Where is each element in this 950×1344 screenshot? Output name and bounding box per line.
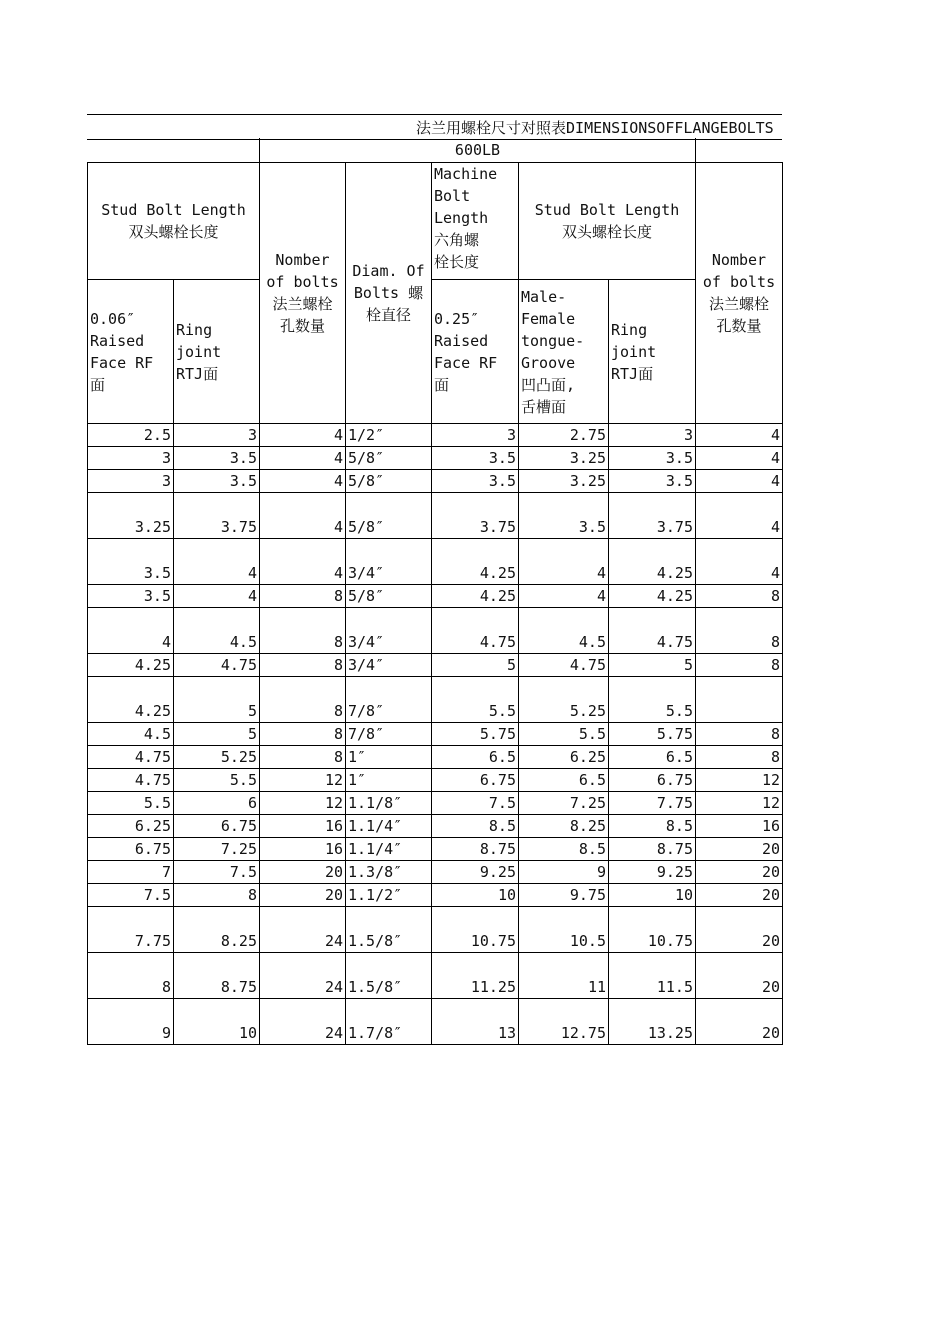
stud-bolt-length-600-header: Stud Bolt Length 双头螺栓长度: [519, 163, 696, 280]
number-of-bolts-600-cell: 12: [696, 792, 783, 815]
machine-bolt-length-cell: 10: [432, 884, 519, 907]
number-of-bolts-600-cell: 8: [696, 608, 783, 654]
male-female-cell: 5.25: [519, 677, 609, 723]
ring-joint-600-cell: 4.25: [609, 585, 696, 608]
number-of-bolts-600-cell: 8: [696, 746, 783, 769]
bolt-diameter-header: Diam. Of Bolts 螺 栓直径: [346, 163, 432, 424]
bolt-diameter-cell: 1.7/8″: [346, 999, 432, 1045]
number-of-bolts-cell: 24: [260, 953, 346, 999]
raised-face-cell: 7: [88, 861, 174, 884]
table-row: [88, 746, 783, 769]
machine-bolt-length-cell: 6.75: [432, 769, 519, 792]
male-female-cell: 12.75: [519, 999, 609, 1045]
ring-joint-600-cell: 8.5: [609, 815, 696, 838]
table-row: [88, 769, 783, 792]
number-of-bolts-600-cell: 4: [696, 447, 783, 470]
number-of-bolts-600-cell: 20: [696, 907, 783, 953]
number-of-bolts-cell: 4: [260, 493, 346, 539]
ring-joint-cell: 4.75: [174, 654, 260, 677]
number-of-bolts-cell: 4: [260, 447, 346, 470]
bolt-diameter-cell: 5/8″: [346, 470, 432, 493]
ring-joint-600-cell: 9.25: [609, 861, 696, 884]
raised-face-006-header: 0.06″ Raised Face RF 面: [88, 280, 174, 424]
number-of-bolts-600-header: Nomber of bolts 法兰螺栓 孔数量: [696, 163, 783, 424]
machine-bolt-length-cell: 7.5: [432, 792, 519, 815]
number-of-bolts-600-cell: 4: [696, 493, 783, 539]
raised-face-cell: 3: [88, 447, 174, 470]
machine-bolt-length-cell: 4.25: [432, 539, 519, 585]
raised-face-cell: 7.75: [88, 907, 174, 953]
raised-face-cell: 6.75: [88, 838, 174, 861]
bolt-diameter-cell: 3/4″: [346, 608, 432, 654]
number-of-bolts-600-cell: 4: [696, 539, 783, 585]
machine-bolt-length-cell: 8.5: [432, 815, 519, 838]
bolt-diameter-cell: 7/8″: [346, 723, 432, 746]
bolt-diameter-cell: 1.1/4″: [346, 815, 432, 838]
male-female-cell: 9.75: [519, 884, 609, 907]
raised-face-cell: 2.5: [88, 424, 174, 447]
male-female-cell: 4: [519, 539, 609, 585]
ring-joint-cell: 7.25: [174, 838, 260, 861]
number-of-bolts-600-cell: 4: [696, 424, 783, 447]
raised-face-cell: 4.5: [88, 723, 174, 746]
raised-face-cell: 9: [88, 999, 174, 1045]
male-female-cell: 6.5: [519, 769, 609, 792]
number-of-bolts-600-cell: 8: [696, 723, 783, 746]
table-row: [88, 907, 783, 953]
machine-bolt-length-cell: 4.25: [432, 585, 519, 608]
raised-face-cell: 4.25: [88, 654, 174, 677]
ring-joint-600-cell: 3: [609, 424, 696, 447]
number-of-bolts-cell: 4: [260, 470, 346, 493]
ring-joint-cell: 5: [174, 723, 260, 746]
machine-bolt-length-cell: 5.75: [432, 723, 519, 746]
number-of-bolts-cell: 4: [260, 539, 346, 585]
ring-joint-cell: 10: [174, 999, 260, 1045]
number-of-bolts-cell: 16: [260, 815, 346, 838]
male-female-cell: 11: [519, 953, 609, 999]
male-female-cell: 3.25: [519, 447, 609, 470]
male-female-cell: 6.25: [519, 746, 609, 769]
ring-joint-600-cell: 4.25: [609, 539, 696, 585]
page-title: 法兰用螺栓尺寸对照表DIMENSIONSOFFLANGEBOLTS: [416, 119, 774, 137]
bolt-diameter-cell: 5/8″: [346, 447, 432, 470]
class-next-cell: [695, 138, 782, 163]
table-row: [88, 677, 783, 723]
machine-bolt-length-cell: 11.25: [432, 953, 519, 999]
number-of-bolts-cell: 8: [260, 585, 346, 608]
title-row: [87, 114, 782, 140]
machine-bolt-length-cell: 13: [432, 999, 519, 1045]
ring-joint-header: Ring joint RTJ面: [174, 280, 260, 424]
pressure-class-600lb: 600LB: [259, 138, 696, 163]
ring-joint-cell: 3.75: [174, 493, 260, 539]
bolt-table: [87, 162, 783, 1045]
table-row: [88, 608, 783, 654]
ring-joint-cell: 5.25: [174, 746, 260, 769]
bolt-diameter-cell: 1/2″: [346, 424, 432, 447]
ring-joint-cell: 3.5: [174, 447, 260, 470]
male-female-header: Male- Female tongue- Groove 凹凸面, 舌槽面: [519, 280, 609, 424]
bolt-diameter-cell: 1.1/2″: [346, 884, 432, 907]
ring-joint-600-cell: 7.75: [609, 792, 696, 815]
number-of-bolts-600-cell: 12: [696, 769, 783, 792]
number-of-bolts-cell: 4: [260, 424, 346, 447]
male-female-cell: 3.5: [519, 493, 609, 539]
bolt-diameter-cell: 1″: [346, 769, 432, 792]
bolt-diameter-cell: 1″: [346, 746, 432, 769]
number-of-bolts-600-cell: 8: [696, 654, 783, 677]
machine-bolt-length-cell: 5: [432, 654, 519, 677]
ring-joint-cell: 4: [174, 539, 260, 585]
ring-joint-600-cell: 4.75: [609, 608, 696, 654]
raised-face-cell: 3.5: [88, 585, 174, 608]
machine-bolt-length-header: Machine Bolt Length 六角螺 栓长度: [432, 163, 519, 280]
raised-face-cell: 5.5: [88, 792, 174, 815]
number-of-bolts-cell: 24: [260, 907, 346, 953]
table-row: [88, 470, 783, 493]
male-female-cell: 4: [519, 585, 609, 608]
table-row: [88, 539, 783, 585]
raised-face-025-header: 0.25″ Raised Face RF 面: [432, 280, 519, 424]
male-female-cell: 8.5: [519, 838, 609, 861]
table-row: [88, 447, 783, 470]
ring-joint-600-header: Ring joint RTJ面: [609, 280, 696, 424]
ring-joint-cell: 3: [174, 424, 260, 447]
class-blank-cell: [87, 138, 259, 163]
ring-joint-cell: 6: [174, 792, 260, 815]
bolt-diameter-cell: 7/8″: [346, 677, 432, 723]
machine-bolt-length-cell: 5.5: [432, 677, 519, 723]
bolt-diameter-cell: 1.1/4″: [346, 838, 432, 861]
number-of-bolts-cell: 8: [260, 746, 346, 769]
number-of-bolts-header: Nomber of bolts 法兰螺栓 孔数量: [260, 163, 346, 424]
table-row: [88, 953, 783, 999]
number-of-bolts-cell: 8: [260, 608, 346, 654]
machine-bolt-length-cell: 4.75: [432, 608, 519, 654]
stud-bolt-length-header: Stud Bolt Length 双头螺栓长度: [88, 163, 260, 280]
table-row: [88, 861, 783, 884]
ring-joint-cell: 5.5: [174, 769, 260, 792]
table-row: [88, 723, 783, 746]
table-row: [88, 585, 783, 608]
raised-face-cell: 4.25: [88, 677, 174, 723]
bolt-diameter-cell: 1.1/8″: [346, 792, 432, 815]
number-of-bolts-600-cell: 20: [696, 838, 783, 861]
machine-bolt-length-cell: 10.75: [432, 907, 519, 953]
machine-bolt-length-cell: 3.75: [432, 493, 519, 539]
ring-joint-600-cell: 3.5: [609, 447, 696, 470]
machine-bolt-length-cell: 3.5: [432, 447, 519, 470]
ring-joint-600-cell: 10: [609, 884, 696, 907]
bolt-table-body: [88, 424, 783, 1045]
raised-face-cell: 3: [88, 470, 174, 493]
ring-joint-cell: 7.5: [174, 861, 260, 884]
raised-face-cell: 4.75: [88, 769, 174, 792]
number-of-bolts-600-cell: 20: [696, 953, 783, 999]
pressure-class-row: [87, 138, 782, 162]
ring-joint-cell: 8: [174, 884, 260, 907]
machine-bolt-length-cell: 6.5: [432, 746, 519, 769]
ring-joint-600-cell: 13.25: [609, 999, 696, 1045]
number-of-bolts-600-cell: 20: [696, 861, 783, 884]
male-female-cell: 3.25: [519, 470, 609, 493]
number-of-bolts-cell: 12: [260, 792, 346, 815]
ring-joint-600-cell: 3.75: [609, 493, 696, 539]
machine-bolt-length-cell: 8.75: [432, 838, 519, 861]
male-female-cell: 9: [519, 861, 609, 884]
raised-face-cell: 4.75: [88, 746, 174, 769]
number-of-bolts-600-cell: [696, 677, 783, 723]
table-row: [88, 999, 783, 1045]
ring-joint-600-cell: 3.5: [609, 470, 696, 493]
ring-joint-600-cell: 11.5: [609, 953, 696, 999]
machine-bolt-length-cell: 3.5: [432, 470, 519, 493]
ring-joint-cell: 4.5: [174, 608, 260, 654]
bolt-diameter-cell: 1.5/8″: [346, 953, 432, 999]
ring-joint-600-cell: 10.75: [609, 907, 696, 953]
table-row: [88, 424, 783, 447]
number-of-bolts-600-cell: 20: [696, 999, 783, 1045]
ring-joint-600-cell: 6.75: [609, 769, 696, 792]
table-row: [88, 493, 783, 539]
bolt-diameter-cell: 5/8″: [346, 493, 432, 539]
ring-joint-600-cell: 6.5: [609, 746, 696, 769]
number-of-bolts-cell: 24: [260, 999, 346, 1045]
number-of-bolts-cell: 20: [260, 884, 346, 907]
ring-joint-cell: 8.25: [174, 907, 260, 953]
number-of-bolts-600-cell: 16: [696, 815, 783, 838]
ring-joint-600-cell: 5: [609, 654, 696, 677]
machine-bolt-length-cell: 9.25: [432, 861, 519, 884]
male-female-cell: 5.5: [519, 723, 609, 746]
number-of-bolts-cell: 16: [260, 838, 346, 861]
male-female-cell: 7.25: [519, 792, 609, 815]
bolt-diameter-cell: 1.5/8″: [346, 907, 432, 953]
bolt-diameter-cell: 1.3/8″: [346, 861, 432, 884]
number-of-bolts-cell: 8: [260, 723, 346, 746]
male-female-cell: 8.25: [519, 815, 609, 838]
table-row: [88, 884, 783, 907]
ring-joint-cell: 3.5: [174, 470, 260, 493]
ring-joint-cell: 8.75: [174, 953, 260, 999]
bolt-diameter-cell: 3/4″: [346, 654, 432, 677]
ring-joint-cell: 4: [174, 585, 260, 608]
machine-bolt-length-cell: 3: [432, 424, 519, 447]
table-row: [88, 792, 783, 815]
bolt-diameter-cell: 5/8″: [346, 585, 432, 608]
ring-joint-600-cell: 5.75: [609, 723, 696, 746]
number-of-bolts-cell: 8: [260, 677, 346, 723]
raised-face-cell: 3.25: [88, 493, 174, 539]
number-of-bolts-cell: 20: [260, 861, 346, 884]
male-female-cell: 4.75: [519, 654, 609, 677]
number-of-bolts-600-cell: 20: [696, 884, 783, 907]
ring-joint-cell: 5: [174, 677, 260, 723]
number-of-bolts-cell: 8: [260, 654, 346, 677]
raised-face-cell: 8: [88, 953, 174, 999]
raised-face-cell: 7.5: [88, 884, 174, 907]
bolt-diameter-cell: 3/4″: [346, 539, 432, 585]
male-female-cell: 2.75: [519, 424, 609, 447]
ring-joint-600-cell: 8.75: [609, 838, 696, 861]
table-row: [88, 815, 783, 838]
raised-face-cell: 6.25: [88, 815, 174, 838]
ring-joint-600-cell: 5.5: [609, 677, 696, 723]
table-row: [88, 838, 783, 861]
number-of-bolts-600-cell: 8: [696, 585, 783, 608]
number-of-bolts-600-cell: 4: [696, 470, 783, 493]
table-row: [88, 654, 783, 677]
ring-joint-cell: 6.75: [174, 815, 260, 838]
male-female-cell: 10.5: [519, 907, 609, 953]
male-female-cell: 4.5: [519, 608, 609, 654]
raised-face-cell: 3.5: [88, 539, 174, 585]
number-of-bolts-cell: 12: [260, 769, 346, 792]
raised-face-cell: 4: [88, 608, 174, 654]
